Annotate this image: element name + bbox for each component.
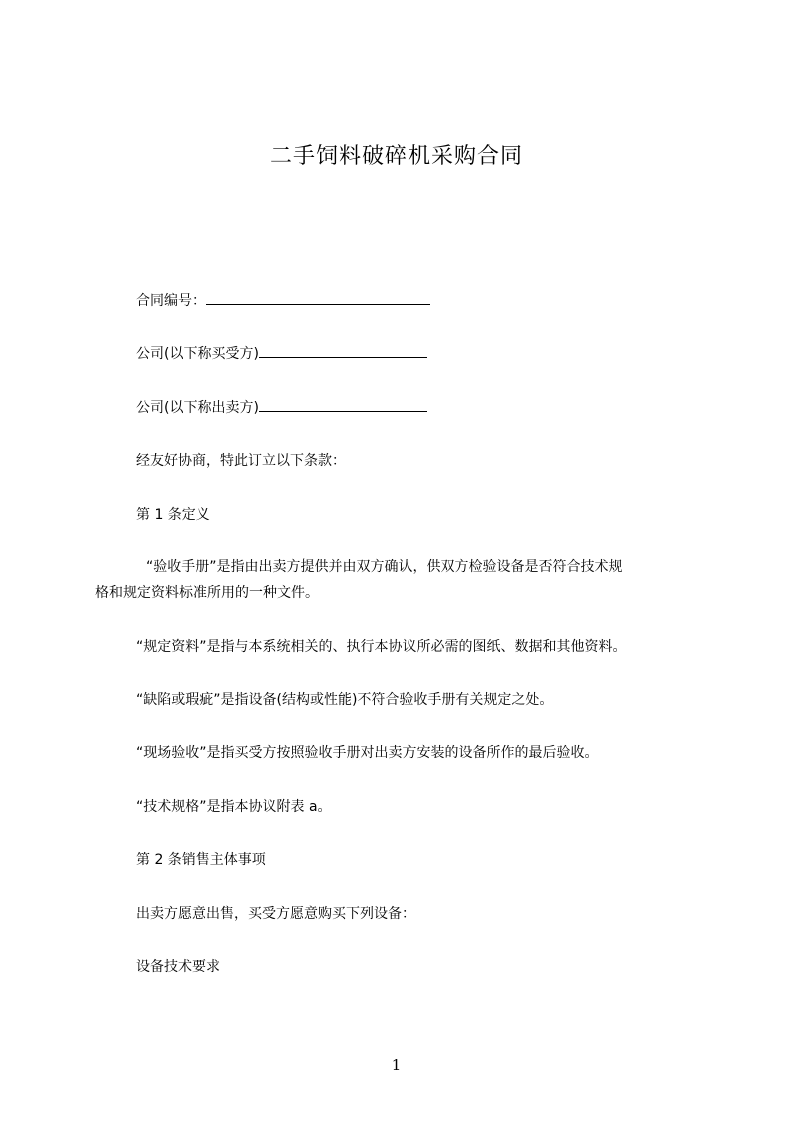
definition-site-acceptance: “现场验收”是指买受方按照验收手册对出卖方安装的设备所作的最后验收。 (136, 745, 599, 761)
definition-technical-specification: “技术规格”是指本协议附表 a。 (136, 799, 332, 815)
contract-number-blank (206, 292, 430, 305)
page-number: 1 (391, 1056, 402, 1074)
buyer-blank (259, 345, 427, 358)
buyer-field (136, 345, 427, 363)
seller-blank (259, 399, 427, 412)
equipment-requirements-heading: 设备技术要求 (136, 959, 220, 975)
contract-number-label: 合同编号： (136, 293, 206, 309)
definition-defect: “缺陷或瑕疵”是指设备(结构或性能)不符合验收手册有关规定之处。 (136, 692, 554, 708)
definition-acceptance-manual-line1: “验收手册”是指由出卖方提供并由双方确认，供双方检验设备是否符合技术规 (146, 559, 623, 575)
article-1-heading: 第 1 条定义 (136, 507, 210, 523)
definition-acceptance-manual-line2: 格和规定资料标准所用的一种文件。 (95, 585, 319, 601)
article-2-heading: 第 2 条销售主体事项 (136, 852, 266, 868)
sale-statement: 出卖方愿意出售，买受方愿意购买下列设备： (136, 906, 416, 922)
definition-specified-materials: “规定资料”是指与本系统相关的、执行本协议所必需的图纸、数据和其他资料。 (136, 639, 627, 655)
seller-label: 公司(以下称出卖方) (136, 400, 259, 416)
buyer-label: 公司(以下称买受方) (136, 346, 259, 362)
intro-text: 经友好协商，特此订立以下条款： (136, 453, 346, 469)
seller-field (136, 399, 427, 417)
contract-number-field (136, 292, 430, 310)
document-title: 二手饲料破碎机采购合同 (269, 144, 523, 169)
